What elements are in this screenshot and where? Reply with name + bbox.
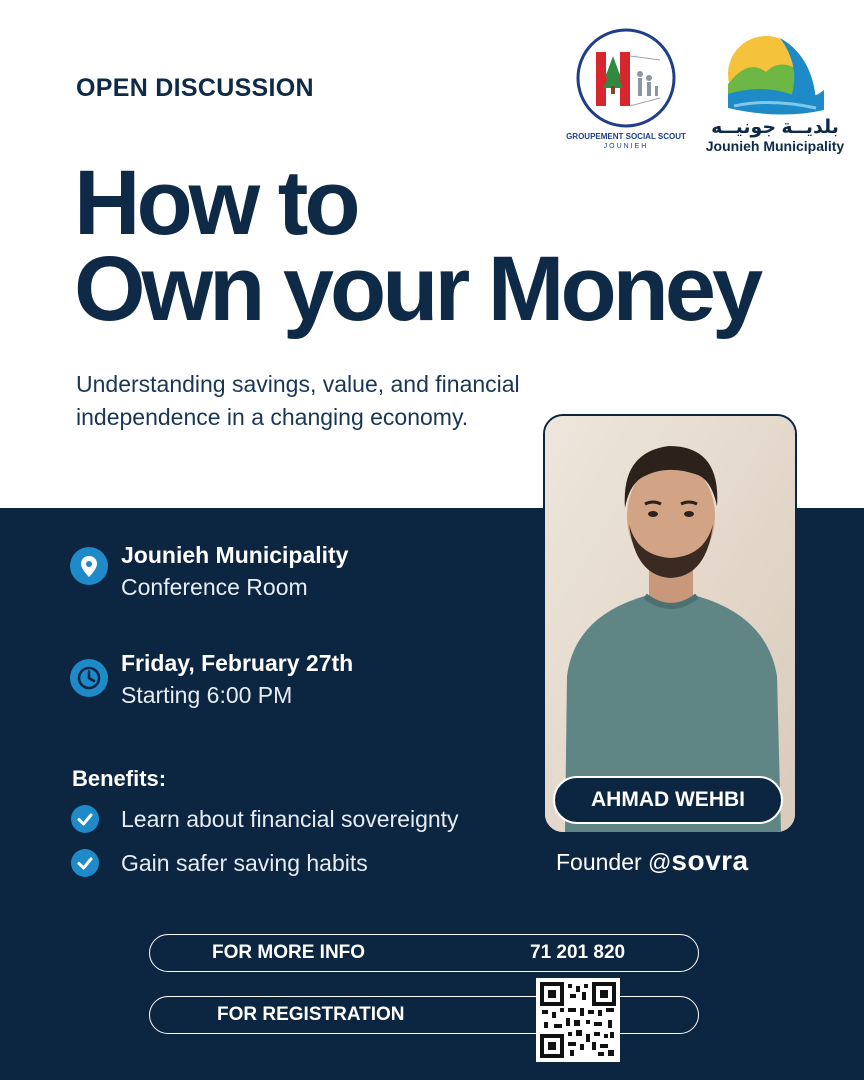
event-kicker: OPEN DISCUSSION [76,74,314,102]
scout-name: GROUPEMENT SOCIAL SCOUT [566,132,686,141]
date-sub: Starting 6:00 PM [121,682,293,708]
qr-code-icon[interactable] [536,978,620,1062]
municipality-name-arabic: بلديــة جونيــه [711,117,839,138]
title-line-1: How to [74,152,357,254]
speaker-company: sovra [671,845,749,876]
speaker-photo [543,414,797,834]
scout-sub: JOUNIEH [603,143,649,150]
municipality-logo [720,28,830,123]
benefits-heading: Benefits: [72,766,167,791]
check-icon [71,849,99,877]
municipality-name-english: Jounieh Municipality [705,138,845,154]
info-phone[interactable]: 71 201 820 [530,942,626,963]
location-pin-icon [70,547,108,585]
info-label: FOR MORE INFO [212,942,366,963]
title-line-2: Own your Money [74,238,760,340]
benefit-item: Learn about financial sovereignty [121,806,459,832]
registration-label: FOR REGISTRATION [217,1004,405,1025]
page-title [74,152,760,340]
check-icon [71,805,99,833]
page-subtitle: Understanding savings, value, and financial independence in a changing economy. [76,371,520,430]
speaker-role [556,845,749,877]
venue-sub: Conference Room [121,574,308,600]
clock-icon [70,659,108,697]
speaker-role-prefix: Founder @ [556,849,672,875]
venue-title: Jounieh Municipality [121,542,349,568]
speaker-name-badge: AHMAD WEHBI [553,776,783,824]
date-title: Friday, February 27th [121,650,354,676]
benefit-item: Gain safer saving habits [121,850,368,876]
